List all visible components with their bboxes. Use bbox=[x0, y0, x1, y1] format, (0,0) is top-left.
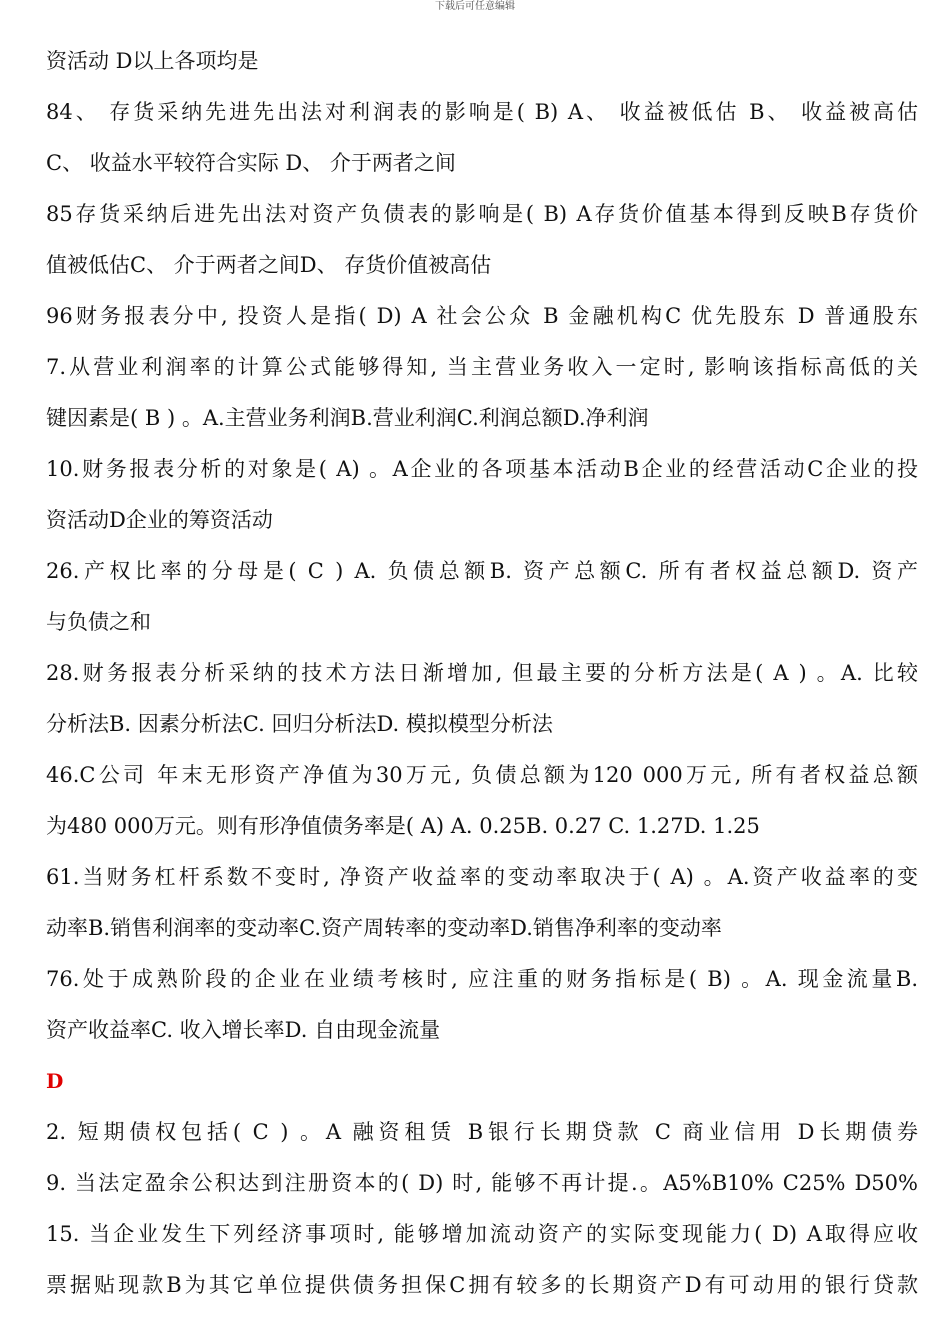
text-line: 动率B.销售利润率的变动率C.资产周转率的变动率D.销售净利率的变动率 bbox=[46, 916, 722, 940]
text-line: 26.产权比率的分母是( C ) A. 负债总额B. 资产总额C. 所有者权益总额D. 资产 bbox=[46, 559, 918, 583]
text-line: 10.财务报表分析的对象是( A) 。A企业的各项基本活动B企业的经营活动C企业的投 bbox=[46, 457, 918, 481]
text-line: 资活动D企业的筹资活动 bbox=[46, 508, 273, 532]
text-line: 85存货采纳后进先出法对资产负债表的影响是( B) A存货价值基本得到反映B存货价 bbox=[46, 202, 918, 226]
text-line: 15. 当企业发生下列经济事项时, 能够增加流动资产的实际变现能力( D) A取得应收 bbox=[46, 1222, 918, 1246]
text-line: 分析法B. 因素分析法C. 回归分析法D. 模拟模型分析法 bbox=[46, 712, 553, 736]
text-line: 为480 000万元。则有形净值债务率是( A) A. 0.25B. 0.27 C. 1.27D. 1.25 bbox=[46, 814, 760, 838]
text-line: 值被低估C、 介于两者之间D、 存货价值被高估 bbox=[46, 253, 492, 277]
section-heading-d: D bbox=[46, 1069, 64, 1093]
text-line: 资产收益率C. 收入增长率D. 自由现金流量 bbox=[46, 1018, 441, 1042]
text-line: 票据贴现款B为其它单位提供债务担保C拥有较多的长期资产D有可动用的银行贷款 bbox=[46, 1273, 918, 1297]
text-line: 84、 存货采纳先进先出法对利润表的影响是( B) A、 收益被低估 B、 收益被高估 bbox=[46, 100, 918, 124]
text-line: 76.处于成熟阶段的企业在业绩考核时, 应注重的财务指标是( B) 。A. 现金流量B. bbox=[46, 967, 918, 991]
question-block-d bbox=[46, 1107, 918, 1311]
text-line: 与负债之和 bbox=[46, 610, 151, 634]
text-line: 9. 当法定盈余公积达到注册资本的( D) 时, 能够不再计提.。A5%B10% C25% D50% bbox=[46, 1171, 918, 1195]
document-body bbox=[46, 36, 918, 1311]
text-line: C、 收益水平较符合实际 D、 介于两者之间 bbox=[46, 151, 456, 175]
question-block-c bbox=[46, 36, 918, 1056]
text-line: 46.C公司 年末无形资产净值为30万元, 负债总额为120 000万元, 所有者权益总额 bbox=[46, 763, 918, 787]
text-line: 28.财务报表分析采纳的技术方法日渐增加, 但最主要的分析方法是( A ) 。A. 比较 bbox=[46, 661, 918, 685]
text-line: 61.当财务杠杆系数不变时, 净资产收益率的变动率取决于( A) 。A.资产收益率的变 bbox=[46, 865, 918, 889]
text-line: 96财务报表分中, 投资人是指( D) A 社会公众 B 金融机构C 优先股东 D 普通股东 bbox=[46, 304, 918, 328]
page-header: 下载后可任意编辑 bbox=[435, 1, 515, 12]
text-line: 7.从营业利润率的计算公式能够得知, 当主营业务收入一定时, 影响该指标高低的关 bbox=[46, 355, 918, 379]
text-line: 2. 短期债权包括( C ) 。A 融资租赁 B银行长期贷款 C 商业信用 D长期债券 bbox=[46, 1120, 918, 1144]
text-line: 资活动 D以上各项均是 bbox=[46, 49, 259, 73]
text-line: 键因素是( B ) 。A.主营业务利润B.营业利润C.利润总额D.净利润 bbox=[46, 406, 649, 430]
